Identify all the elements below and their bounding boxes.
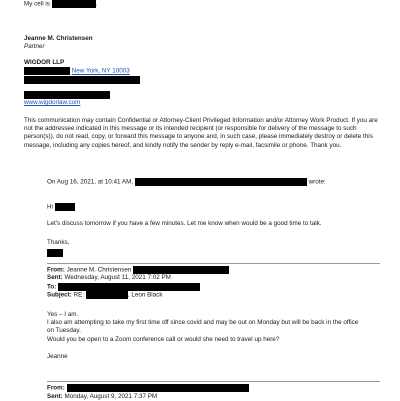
email1-sent [47,274,171,282]
email1-line3: Would you be open to a Zoom conference call or would she need to travel up here? [47,336,280,343]
redaction [47,249,63,257]
redaction [58,283,200,291]
subject-suffix: , Leon Black [127,291,163,299]
redaction [86,291,128,299]
quote-header [47,178,326,187]
sent-value: Wednesday, August 11, 2021 7:02 PM [64,274,171,281]
email1-line1: Yes – I am. [47,311,79,318]
sent-label: Sent: [47,393,63,400]
sent-value: Monday, August 9, 2021 7:37 PM [64,393,158,400]
from-label: From: [47,266,65,274]
redaction [67,384,249,392]
redaction [133,266,229,274]
subject-label: Subject: [47,291,72,299]
website-link[interactable]: www.wigdorlaw.com [24,99,81,106]
sig-address [24,67,130,76]
quote-header-prefix: On Aug 16, 2021, at 10:41 AM, [47,178,134,186]
sig-name: Jeanne M. Christensen [24,35,93,42]
cell-line [24,0,97,9]
redaction [24,91,110,99]
redaction [55,203,75,211]
quote-closing: Thanks, [47,239,70,246]
redaction [24,67,70,75]
redaction [135,178,307,186]
to-label: To: [47,283,57,291]
email2-from [47,384,249,393]
sig-title: Partner [24,43,45,50]
email1-line2: I also am attempting to take my first time off since covid and may be out on Monday but will be back in the office on Tuesday. [47,319,359,335]
cell-suffix: . [95,0,98,8]
redaction-row [24,76,140,85]
sig-firm: WIGDOR LLP [24,59,65,66]
disclaimer: This communication may contain Confidential or Attorney-Client Privileged Information and/or Attorney Work Product. If you are not the addressee indicated in this message or its intended recipient (or responsible for delivery of the message to such person(s)), do not read, copy, or forward this message to anyone and, in such case, please immediately destroy or delete this message, including any copies hereof, and kindly notify the sender by reply e-mail, facsimile or phone. Thank you. [24,117,378,149]
quote-body: Let's discuss tomorrow if you have a few minutes. Let me know when would be a good time to talk. [47,220,322,227]
cell-prefix: My cell is [24,0,50,8]
quote-greeting [47,203,75,212]
subject-prefix: RE: [73,291,85,299]
email1-subject [47,291,163,300]
redaction-row [47,249,63,258]
address-link[interactable]: New York, NY 10003 [71,67,130,75]
quote-header-suffix: wrote: [308,178,326,186]
sent-label: Sent: [47,274,63,281]
divider [47,263,380,264]
from-value: Jeanne M. Christensen [66,266,132,274]
redaction [52,0,96,8]
email1-signoff: Jeanne [47,353,68,360]
greeting-text: Hi [47,203,53,211]
divider [47,381,380,382]
from-label: From: [47,384,65,392]
redaction [24,76,140,84]
